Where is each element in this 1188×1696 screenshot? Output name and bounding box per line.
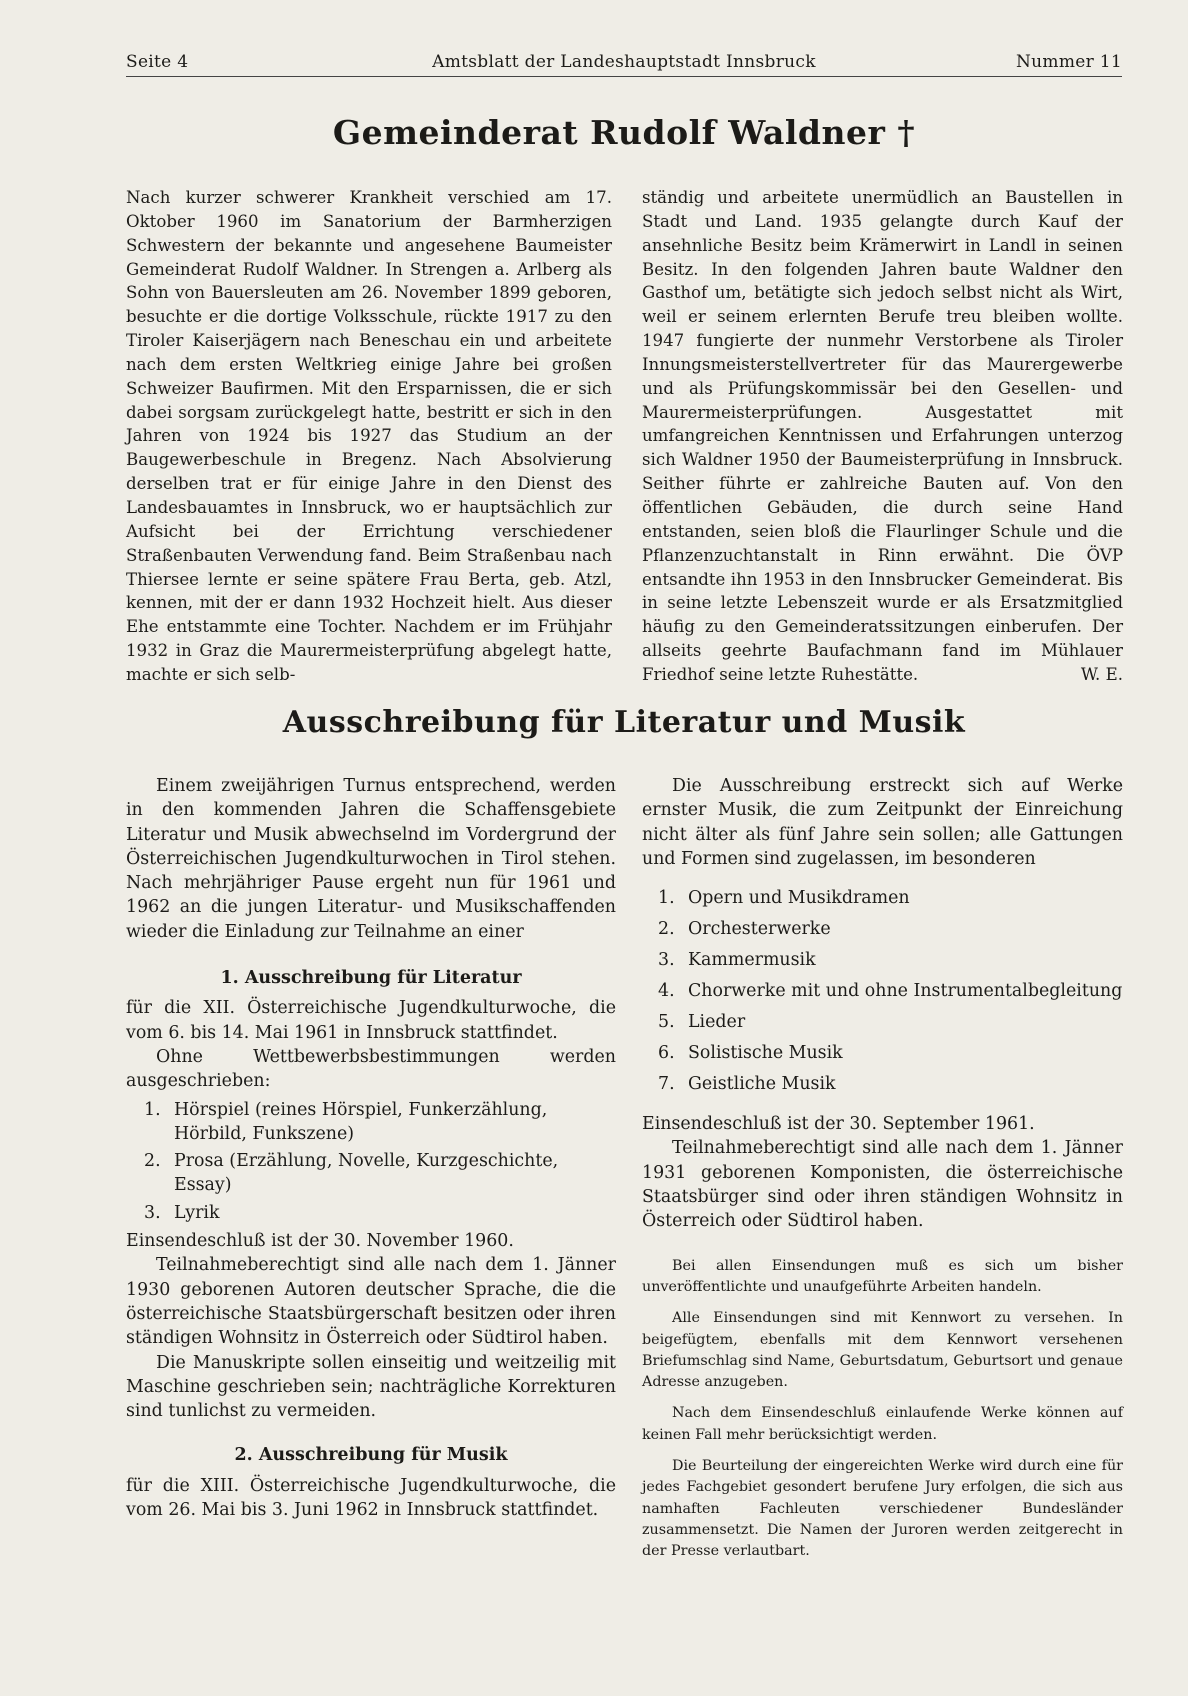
obituary-text-left: Nach kurzer schwerer Krankheit verschied am 17. Oktober 1960 im Sanatorium der Barmherzigen Schwestern der bekannte und angesehene Baumeister Gemeinderat Rudolf Waldner. In Strengen a. Arlberg als Sohn von Bauersleuten am 26. November 1899 geboren, besuchte er die dortige Volksschule, rückte 1917 zu den Tiroler Kaiserjägern nach Beneschau ein und arbeitete nach dem ersten Weltkrieg einige Jahre bei großen Schweizer Baufirmen. Mit den Ersparnissen, die er sich dabei sorgsam zurückgelegt hatte, bestritt er sich in den Jahren von 1924 bis 1927 das Studium an der Baugewerbeschule in Bregenz. Nach Absolvierung derselben trat er für einige Jahre in den Dienst des Landesbauamtes in Innsbruck, wo er hauptsächlich zur Aufsicht bei der Errichtung verschiedener Straßenbauten Verwendung fand. Beim Straßenbau nach Thiersee lernte er seine spätere Frau Berta, geb. Atzl, kennen, mit der er dann 1932 Hochzeit hielt. Aus dieser Ehe entstammte eine Tochter. Nachdem er im Frühjahr 1932 in Graz die Maurermeisterprüfung abgelegt hatte, machte er sich selb- xyxy=(126,188,612,684)
list-item: 6. Solistische Musik xyxy=(658,1043,843,1064)
music-date: für die XIII. Österreichische Jugendkulturwoche, die vom 26. Mai bis 3. Juni 1962 in Innsbruck stattfindet. xyxy=(126,1475,616,1521)
page-header xyxy=(126,52,1122,76)
literature-heading: 1. Ausschreibung für Literatur xyxy=(220,968,522,989)
obituary-column-right xyxy=(642,186,1123,687)
issue-number: Nummer 11 xyxy=(1016,52,1122,72)
announcement-column-left xyxy=(126,774,616,1522)
note-jury: Die Beurteilung der eingereichten Werke wird durch eine für jedes Fachgebiet gesondert berufene Jury erfolgen, die sich aus namhaften Fachleuten verschiedener Bundesländer zusammensetzt. Die Namen der Juroren werden zeitgerecht in der Presse verlautbart. xyxy=(642,1458,1123,1560)
music-heading: 2. Ausschreibung für Musik xyxy=(234,1445,508,1466)
note-late-submissions: Nach dem Einsendeschluß einlaufende Werke können auf keinen Fall mehr berücksichtigt werden. xyxy=(642,1405,1123,1443)
literature-manuscripts: Die Manuskripte sollen einseitig und weitzeilig mit Maschine geschrieben sein; nachträgliche Korrekturen sind tunlichst zu vermeiden. xyxy=(126,1352,616,1422)
list-item: 1. Hörspiel (reines Hörspiel, Funkerzählung, Hörbild, Funkszene) xyxy=(144,1099,548,1144)
list-item: 1. Opern und Musikdramen xyxy=(658,888,910,909)
music-scope: Die Ausschreibung erstreckt sich auf Werke ernster Musik, die zum Zeitpunkt der Einreichung nicht älter als fünf Jahre sein sollen; alle Gattungen und Formen sind zugelassen, im besonderen xyxy=(642,776,1123,869)
obituary-signature: W. E. xyxy=(1080,664,1123,684)
literature-date: für die XII. Österreichische Jugendkulturwoche, die vom 6. bis 14. Mai 1961 in Innsbruck stattfindet. xyxy=(126,998,616,1043)
obituary-title: Gemeinderat Rudolf Waldner † xyxy=(332,113,916,152)
literature-categories-intro: Ohne Wettbewerbsbestimmungen werden ausgeschrieben: xyxy=(126,1046,616,1092)
note-password: Alle Einsendungen sind mit Kennwort zu versehen. In beigefügtem, ebenfalls mit dem Kennwort versehenen Briefumschlag sind Name, Geburtsdatum, Geburtsort und genaue Adresse anzugeben. xyxy=(642,1310,1123,1391)
list-item: 3. Lyrik xyxy=(144,1202,220,1223)
list-item: 5. Lieder xyxy=(658,1012,746,1033)
list-item: 2. Prosa (Erzählung, Novelle, Kurzgeschichte, Essay) xyxy=(144,1151,559,1196)
publication-title: Amtsblatt der Landeshauptstadt Innsbruck xyxy=(432,52,816,72)
music-categories xyxy=(642,883,1123,1100)
general-notes xyxy=(642,1256,1123,1563)
announcement-intro: Einem zweijährigen Turnus entsprechend, werden in den kommenden Jahren die Schaffensgebiete Literatur und Musik abwechselnd im Vordergrund der Österreichischen Jugendkulturwochen in Tirol stehen. Nach mehrjähriger Pause ergeht nun für 1961 und 1962 an die jungen Literatur- und Musikschaffenden wieder die Einladung zur Teilnahme an einer xyxy=(126,776,616,942)
list-item: 2. Orchesterwerke xyxy=(658,919,831,940)
music-deadline: Einsendeschluß ist der 30. September 1961. xyxy=(642,1114,1035,1135)
list-item: 7. Geistliche Musik xyxy=(658,1074,836,1095)
header-rule xyxy=(126,76,1122,77)
literature-eligibility: Teilnahmeberechtigt sind alle nach dem 1. Jänner 1930 geborenen Autoren deutscher Sprache, die die österreichische Staatsbürgerschaft besitzen oder ihren ständigen Wohnsitz in Österreich oder Südtirol haben. xyxy=(126,1255,616,1349)
note-unpublished: Bei allen Einsendungen muß es sich um bisher unveröffentlichte und unaufgeführte Arbeiten handeln. xyxy=(642,1257,1123,1295)
obituary-text-right-block xyxy=(642,186,1123,687)
announcement-column-right xyxy=(642,774,1123,1573)
literature-deadline: Einsendeschluß ist der 30. November 1960. xyxy=(126,1231,514,1252)
obituary-column-left xyxy=(126,186,612,687)
announcement-title: Ausschreibung für Literatur und Musik xyxy=(282,705,966,740)
music-eligibility: Teilnahmeberechtigt sind alle nach dem 1. Jänner 1931 geborenen Komponisten, die österreichische Staatsbürger sind oder ihren ständigen Wohnsitz in Österreich oder Südtirol haben. xyxy=(642,1138,1123,1232)
obituary-text-right: ständig und arbeitete unermüdlich an Baustellen in Stadt und Land. 1935 gelangte durch Kauf der ansehnliche Besitz beim Krämerwirt in Landl in seinen Besitz. In den folgenden Jahren baute Waldner den Gasthof um, betätigte sich jedoch selbst nicht als Wirt, weil er seinem erlernten Berufe treu bleiben wollte. 1947 fungierte der nunmehr Verstorbene als Tiroler Innungsmeisterstellvertreter für das Maurergewerbe und als Prüfungskommissär bei den Gesellen- und Maurermeisterprüfungen. Ausgestattet mit umfangreichen Kenntnissen und Erfahrungen unterzog sich Waldner 1950 der Baumeisterprüfung in Innsbruck. Seither führte er zahlreiche Bauten auf. Von den öffentlichen Gebäuden, die durch seine Hand entstanden, seien bloß die Flaurlinger Schule und die Pflanzenzuchtanstalt in Rinn erwähnt. Die ÖVP entsandte ihn 1953 in den Innsbrucker Gemeinderat. Bis in seine letzte Lebenszeit wurde er als Ersatzmitglied häufig zu den Gemeinderatssitzungen einberufen. Der allseits geehrte Baufachmann fand im Mühlauer Friedhof seine letzte Ruhestätte. xyxy=(642,188,1123,684)
list-item: 3. Kammermusik xyxy=(658,950,816,971)
list-item: 4. Chorwerke mit und ohne Instrumentalbegleitung xyxy=(658,981,1123,1002)
literature-categories xyxy=(126,1098,616,1225)
page-number: Seite 4 xyxy=(126,52,189,72)
